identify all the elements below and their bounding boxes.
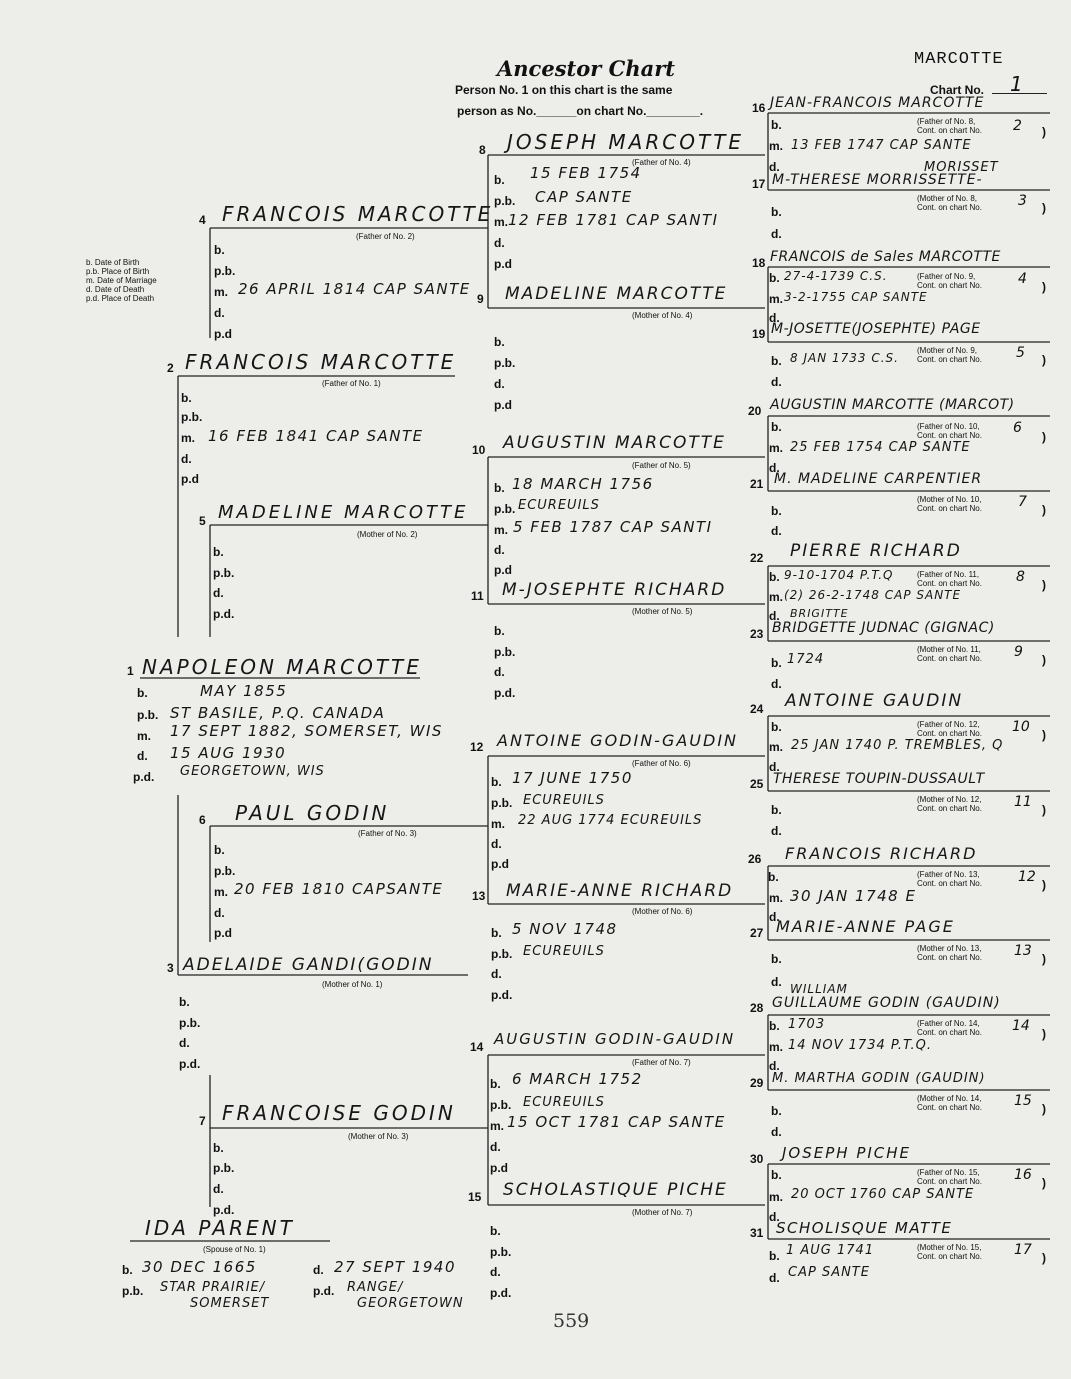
- person-3-number: 3: [167, 961, 174, 975]
- person-22-name: PIERRE RICHARD: [790, 541, 962, 561]
- person-15-number: 15: [468, 1190, 482, 1204]
- person-26-d-label: d.: [769, 910, 780, 924]
- person-19-b-label: b.: [771, 354, 782, 368]
- person-22-birth: 9-10-1704 P.T.Q: [784, 568, 894, 582]
- person-2-number: 2: [167, 361, 174, 375]
- person-27-number: 27: [750, 926, 764, 940]
- person-28-cont-chart: 14: [1012, 1018, 1030, 1034]
- person-16-d-label: d.: [769, 160, 780, 174]
- person-10-pb-label: p.b.: [494, 502, 516, 516]
- person-22-relation-block: (Father of No. 11, Cont. on chart No.: [917, 570, 982, 588]
- person-4-b-label: b.: [214, 243, 225, 257]
- person-1-deathplace: GEORGETOWN, WIS: [180, 764, 325, 779]
- person-21-paren: ): [1042, 503, 1046, 517]
- person-12-name: ANTOINE GODIN-GAUDIN: [497, 731, 738, 750]
- person-5-pb-label: p.b.: [213, 566, 235, 580]
- person-30-b-label: b.: [771, 1168, 782, 1182]
- person-5-number: 5: [199, 514, 206, 528]
- person-9-pb-label: p.b.: [494, 356, 516, 370]
- person-27-b-label: b.: [771, 952, 782, 966]
- person-10-birthplace: ECUREUILS: [518, 498, 600, 513]
- header-line-1: Person No. 1 on this chart is the same: [455, 83, 673, 97]
- spouse-birth: 30 DEC 1665: [142, 1258, 257, 1276]
- person-13-d-label: d.: [491, 967, 502, 981]
- person-28-name: GUILLAUME GODIN (GAUDIN): [772, 995, 1001, 1011]
- person-28-number: 28: [750, 1001, 764, 1015]
- person-13-pd-label: p.d.: [491, 988, 513, 1002]
- person-14-number: 14: [470, 1040, 484, 1054]
- person-15-relation: (Mother of No. 7): [632, 1208, 693, 1217]
- person-7-b-label: b.: [213, 1141, 224, 1155]
- person-30-d-label: d.: [769, 1210, 780, 1224]
- spouse-b-label: b.: [122, 1263, 133, 1277]
- person-20-relation-block: (Father of No. 10, Cont. on chart No.: [917, 422, 982, 440]
- person-23-relation-block: (Mother of No. 11, Cont. on chart No.: [917, 645, 982, 663]
- person-13-name: MARIE-ANNE RICHARD: [506, 881, 734, 901]
- person-27-cont-chart: 13: [1014, 943, 1032, 959]
- person-8-marriage: 12 FEB 1781 CAP SANTI: [508, 211, 719, 229]
- person-15-name: SCHOLASTIQUE PICHE: [503, 1180, 728, 1200]
- person-11-d-label: d.: [494, 665, 505, 679]
- person-9-relation: (Mother of No. 4): [632, 311, 693, 320]
- person-17-paren: ): [1042, 201, 1046, 215]
- person-26-paren: ): [1042, 878, 1046, 892]
- person-30-name: JOSEPH PICHE: [782, 1144, 912, 1162]
- person-28-alt-name: WILLIAM: [790, 982, 848, 996]
- person-17-d-label: d.: [771, 227, 782, 241]
- person-25-b-label: b.: [771, 803, 782, 817]
- person-4-name: FRANCOIS MARCOTTE: [222, 202, 494, 226]
- person-23-name: BRIDGETTE JUDNAC (GIGNAC): [772, 620, 995, 636]
- person-1-d-label: d.: [137, 749, 148, 763]
- person-4-pd-label: p.d: [214, 327, 232, 341]
- person-27-d-label: d.: [771, 975, 782, 989]
- person-30-paren: ): [1042, 1176, 1046, 1190]
- person-10-d-label: d.: [494, 543, 505, 557]
- person-16-paren: ): [1042, 125, 1046, 139]
- person-18-birth: 27-4-1739 C.S.: [784, 269, 888, 283]
- person-10-number: 10: [472, 443, 486, 457]
- person-8-m-label: m.: [494, 215, 509, 229]
- person-20-cont-chart: 6: [1013, 420, 1022, 436]
- person-9-number: 9: [477, 292, 484, 306]
- person-25-paren: ): [1042, 803, 1046, 817]
- person-8-birth: 15 FEB 1754: [530, 164, 642, 182]
- person-13-birth: 5 NOV 1748: [512, 920, 618, 938]
- person-30-relation-block: (Father of No. 15, Cont. on chart No.: [917, 1168, 982, 1186]
- person-26-cont-chart: 12: [1018, 869, 1036, 885]
- person-23-d-label: d.: [771, 677, 782, 691]
- person-1-name: NAPOLEON MARCOTTE: [142, 655, 422, 679]
- person-16-b-label: b.: [771, 118, 782, 132]
- person-19-birth: 8 JAN 1733 C.S.: [790, 351, 899, 365]
- person-26-marriage: 30 JAN 1748 E: [790, 887, 917, 905]
- person-18-marriage: 3-2-1755 CAP SANTE: [784, 290, 928, 304]
- person-2-b-label: b.: [181, 391, 192, 405]
- person-8-number: 8: [479, 143, 486, 157]
- person-3-name: ADELAIDE GANDI(GODIN: [183, 955, 434, 975]
- person-8-name: JOSEPH MARCOTTE: [507, 130, 745, 154]
- person-24-name: ANTOINE GAUDIN: [785, 691, 964, 711]
- person-12-birth: 17 JUNE 1750: [512, 769, 633, 787]
- person-13-relation: (Mother of No. 6): [632, 907, 693, 916]
- person-6-relation: (Father of No. 3): [358, 829, 417, 838]
- person-1-m-label: m.: [137, 729, 152, 743]
- person-23-b-label: b.: [771, 656, 782, 670]
- legend: b. Date of Birth p.b. Place of Birth m. Date of Marriage d. Date of Death p.d. Place of Death: [86, 258, 157, 303]
- person-2-marriage: 16 FEB 1841 CAP SANTE: [208, 427, 424, 445]
- person-28-paren: ): [1042, 1027, 1046, 1041]
- person-4-d-label: d.: [214, 306, 225, 320]
- person-18-relation-block: (Father of No. 9, Cont. on chart No.: [917, 272, 982, 290]
- spouse-relation: (Spouse of No. 1): [203, 1245, 266, 1254]
- person-18-b-label: b.: [769, 271, 780, 285]
- page-number: 559: [553, 1310, 590, 1332]
- person-28-relation-block: (Father of No. 14, Cont. on chart No.: [917, 1019, 982, 1037]
- person-12-relation: (Father of No. 6): [632, 759, 691, 768]
- person-25-name: THERESE TOUPIN-DUSSAULT: [773, 771, 985, 787]
- person-19-d-label: d.: [771, 375, 782, 389]
- spouse-d-label: d.: [313, 1263, 324, 1277]
- person-16-relation-block: (Father of No. 8, Cont. on chart No.: [917, 117, 982, 135]
- person-8-pd-label: p.d: [494, 257, 512, 271]
- person-26-number: 26: [748, 852, 762, 866]
- person-17-b-label: b.: [771, 205, 782, 219]
- spouse-death: 27 SEPT 1940: [334, 1258, 457, 1276]
- chart-no-underline: [992, 93, 1047, 94]
- person-22-d-note: BRIGITTE: [790, 607, 849, 620]
- person-25-d-label: d.: [771, 824, 782, 838]
- person-31-relation-block: (Mother of No. 15, Cont. on chart No.: [917, 1243, 982, 1261]
- person-2-d-label: d.: [181, 452, 192, 466]
- person-20-m-label: m.: [769, 441, 784, 455]
- person-13-birthplace: ECUREUILS: [523, 944, 605, 959]
- person-31-d-label: d.: [769, 1271, 780, 1285]
- person-14-pd-label: p.d: [490, 1161, 508, 1175]
- person-14-name: AUGUSTIN GODIN-GAUDIN: [494, 1030, 736, 1048]
- person-24-marriage: 25 JAN 1740 P. TREMBLES, Q: [791, 738, 1004, 753]
- person-24-d-label: d.: [769, 760, 780, 774]
- person-7-pb-label: p.b.: [213, 1161, 235, 1175]
- person-7-d-label: d.: [213, 1182, 224, 1196]
- person-27-name: MARIE-ANNE PAGE: [776, 917, 955, 936]
- person-21-name: M. MADELINE CARPENTIER: [774, 471, 983, 487]
- person-15-b-label: b.: [490, 1224, 501, 1238]
- person-14-pb-label: p.b.: [490, 1098, 512, 1112]
- person-15-d-label: d.: [490, 1265, 501, 1279]
- person-16-d-note: MORISSET: [924, 160, 999, 175]
- person-25-relation-block: (Mother of No. 12, Cont. on chart No.: [917, 795, 982, 813]
- person-19-paren: ): [1042, 353, 1046, 367]
- person-5-relation: (Mother of No. 2): [357, 530, 418, 539]
- person-20-marriage: 25 FEB 1754 CAP SANTE: [790, 440, 971, 455]
- person-11-name: M-JOSEPHTE RICHARD: [502, 580, 727, 600]
- person-19-cont-chart: 5: [1016, 345, 1025, 361]
- person-30-marriage: 20 OCT 1760 CAP SANTE: [791, 1187, 975, 1202]
- person-9-d-label: d.: [494, 377, 505, 391]
- person-22-cont-chart: 8: [1016, 569, 1025, 585]
- person-12-number: 12: [470, 740, 484, 754]
- person-3-b-label: b.: [179, 995, 190, 1009]
- person-16-m-label: m.: [769, 139, 784, 153]
- person-22-m-label: m.: [769, 590, 784, 604]
- person-10-m-label: m.: [494, 523, 509, 537]
- person-30-cont-chart: 16: [1014, 1167, 1032, 1183]
- person-17-name: M-THERESE MORRISSETTE-: [772, 172, 983, 188]
- spouse-name: IDA PARENT: [145, 1216, 295, 1240]
- person-3-relation: (Mother of No. 1): [322, 980, 383, 989]
- person-29-number: 29: [750, 1076, 764, 1090]
- person-1-pd-label: p.d.: [133, 770, 155, 784]
- person-10-birth: 18 MARCH 1756: [512, 475, 654, 493]
- person-2-relation: (Father of No. 1): [322, 379, 381, 388]
- person-28-marriage: 14 NOV 1734 P.T.Q.: [788, 1038, 932, 1053]
- person-11-pb-label: p.b.: [494, 645, 516, 659]
- person-1-b-label: b.: [137, 686, 148, 700]
- person-2-pb-label: p.b.: [181, 410, 203, 424]
- person-13-number: 13: [472, 889, 486, 903]
- person-3-d-label: d.: [179, 1036, 190, 1050]
- person-18-m-label: m.: [769, 292, 784, 306]
- person-14-d-label: d.: [490, 1140, 501, 1154]
- person-25-number: 25: [750, 777, 764, 791]
- person-10-relation: (Father of No. 5): [632, 461, 691, 470]
- person-21-b-label: b.: [771, 504, 782, 518]
- person-6-d-label: d.: [214, 906, 225, 920]
- person-31-birth: 1 AUG 1741: [786, 1243, 875, 1258]
- person-31-name: SCHOLISQUE MATTE: [776, 1219, 953, 1237]
- person-1-number: 1: [127, 664, 134, 678]
- person-21-relation-block: (Mother of No. 10, Cont. on chart No.: [917, 495, 982, 513]
- person-1-pb-label: p.b.: [137, 708, 159, 722]
- person-12-b-label: b.: [491, 775, 502, 789]
- person-12-pb-label: p.b.: [491, 796, 513, 810]
- person-12-birthplace: ECUREUILS: [523, 793, 605, 808]
- person-28-m-label: m.: [769, 1040, 784, 1054]
- person-12-marriage: 22 AUG 1774 ECUREUILS: [518, 813, 703, 828]
- person-30-m-label: m.: [769, 1190, 784, 1204]
- person-9-b-label: b.: [494, 335, 505, 349]
- person-3-pb-label: p.b.: [179, 1016, 201, 1030]
- person-6-pd-label: p.d: [214, 926, 232, 940]
- person-14-birth: 6 MARCH 1752: [512, 1070, 643, 1088]
- person-24-b-label: b.: [771, 720, 782, 734]
- person-13-pb-label: p.b.: [491, 947, 513, 961]
- person-10-pd-label: p.d: [494, 563, 512, 577]
- person-17-relation-block: (Mother of No. 8, Cont. on chart No.: [917, 194, 982, 212]
- person-4-m-label: m.: [214, 285, 229, 299]
- person-20-number: 20: [748, 404, 762, 418]
- chart-no-label: Chart No.: [930, 83, 984, 97]
- chart-title: Ancestor Chart: [497, 56, 675, 81]
- person-16-name: JEAN-FRANCOIS MARCOTTE: [770, 95, 985, 111]
- person-18-name: FRANCOIS de Sales MARCOTTE: [770, 249, 1001, 265]
- person-20-b-label: b.: [771, 420, 782, 434]
- spouse-pd-label: p.d.: [313, 1284, 335, 1298]
- person-5-b-label: b.: [213, 545, 224, 559]
- person-10-name: AUGUSTIN MARCOTTE: [503, 433, 726, 453]
- header-line-2: person as No.______on chart No.________.: [457, 104, 704, 118]
- person-13-b-label: b.: [491, 926, 502, 940]
- person-4-relation: (Father of No. 2): [356, 232, 415, 241]
- person-26-m-label: m.: [769, 891, 784, 905]
- person-11-number: 11: [471, 589, 484, 603]
- person-14-m-label: m.: [490, 1119, 505, 1133]
- person-31-b-label: b.: [769, 1249, 780, 1263]
- person-14-marriage: 15 OCT 1781 CAP SANTE: [507, 1113, 726, 1131]
- person-1-birthplace: ST BASILE, P.Q. CANADA: [170, 704, 386, 722]
- person-31-paren: ): [1042, 1251, 1046, 1265]
- chart-no-value: 1: [1010, 72, 1023, 96]
- person-12-m-label: m.: [491, 817, 506, 831]
- person-2-name: FRANCOIS MARCOTTE: [185, 350, 457, 374]
- person-16-cont-chart: 2: [1013, 118, 1022, 134]
- person-22-b-label: b.: [769, 570, 780, 584]
- person-3-pd-label: p.d.: [179, 1057, 201, 1071]
- person-11-relation: (Mother of No. 5): [632, 607, 693, 616]
- person-11-pd-label: p.d.: [494, 686, 516, 700]
- person-24-number: 24: [750, 702, 764, 716]
- person-5-name: MADELINE MARCOTTE: [218, 502, 469, 523]
- spouse-deathplace-2: GEORGETOWN: [357, 1296, 464, 1311]
- person-26-b-label: b.: [768, 870, 779, 884]
- person-29-cont-chart: 15: [1014, 1093, 1032, 1109]
- person-31-cont-chart: 17: [1014, 1242, 1032, 1258]
- person-6-pb-label: p.b.: [214, 864, 236, 878]
- person-8-d-label: d.: [494, 236, 505, 250]
- person-23-number: 23: [750, 627, 764, 641]
- person-9-name: MADELINE MARCOTTE: [505, 284, 728, 304]
- person-30-number: 30: [750, 1152, 764, 1166]
- person-18-d-label: d.: [769, 311, 780, 325]
- person-17-cont-chart: 3: [1018, 193, 1027, 209]
- spouse-birthplace-1: STAR PRAIRIE/: [160, 1280, 266, 1295]
- person-21-d-label: d.: [771, 524, 782, 538]
- person-7-number: 7: [199, 1114, 206, 1128]
- person-1-marriage: 17 SEPT 1882, SOMERSET, WIS: [170, 722, 443, 740]
- person-25-cont-chart: 11: [1014, 794, 1032, 810]
- person-24-m-label: m.: [769, 740, 784, 754]
- person-4-pb-label: p.b.: [214, 264, 236, 278]
- person-7-relation: (Mother of No. 3): [348, 1132, 409, 1141]
- person-29-relation-block: (Mother of No. 14, Cont. on chart No.: [917, 1094, 982, 1112]
- person-9-pd-label: p.d: [494, 398, 512, 412]
- person-14-birthplace: ECUREUILS: [523, 1095, 605, 1110]
- person-19-name: M-JOSETTE(JOSEPHTE) PAGE: [771, 321, 981, 337]
- person-19-number: 19: [752, 327, 766, 341]
- person-20-name: AUGUSTIN MARCOTTE (MARCOT): [770, 397, 1015, 413]
- person-23-birth: 1724: [787, 652, 825, 667]
- person-21-number: 21: [750, 477, 764, 491]
- person-24-relation-block: (Father of No. 12, Cont. on chart No.: [917, 720, 982, 738]
- person-6-marriage: 20 FEB 1810 CAPSANTE: [234, 880, 444, 898]
- person-14-relation: (Father of No. 7): [632, 1058, 691, 1067]
- person-1-death: 15 AUG 1930: [170, 744, 287, 762]
- person-24-cont-chart: 10: [1012, 719, 1030, 735]
- person-2-m-label: m.: [181, 431, 196, 445]
- person-21-cont-chart: 7: [1018, 494, 1027, 510]
- person-16-marriage: 13 FEB 1747 CAP SANTE: [791, 138, 972, 153]
- person-7-pd-label: p.d.: [213, 1203, 235, 1217]
- person-29-paren: ): [1042, 1102, 1046, 1116]
- person-14-b-label: b.: [490, 1077, 501, 1091]
- person-29-name: M. MARTHA GODIN (GAUDIN): [772, 1071, 986, 1086]
- person-12-d-label: d.: [491, 837, 502, 851]
- spouse-birthplace-2: SOMERSET: [190, 1296, 270, 1311]
- person-22-paren: ): [1042, 578, 1046, 592]
- person-4-marriage: 26 APRIL 1814 CAP SANTE: [238, 280, 471, 298]
- spouse-deathplace-1: RANGE/: [347, 1280, 404, 1295]
- person-5-d-label: d.: [213, 586, 224, 600]
- person-29-d-label: d.: [771, 1125, 782, 1139]
- person-27-paren: ): [1042, 952, 1046, 966]
- person-26-relation-block: (Father of No. 13, Cont. on chart No.: [917, 870, 982, 888]
- person-19-relation-block: (Mother of No. 9, Cont. on chart No.: [917, 346, 982, 364]
- person-15-pb-label: p.b.: [490, 1245, 512, 1259]
- person-31-death: CAP SANTE: [788, 1265, 870, 1280]
- person-8-pb-label: p.b.: [494, 194, 516, 208]
- person-2-pd-label: p.d: [181, 472, 199, 486]
- person-29-b-label: b.: [771, 1104, 782, 1118]
- person-11-b-label: b.: [494, 624, 505, 638]
- person-8-b-label: b.: [494, 173, 505, 187]
- person-18-paren: ): [1042, 280, 1046, 294]
- person-16-number: 16: [752, 101, 766, 115]
- person-23-cont-chart: 9: [1014, 644, 1023, 660]
- person-1-birth: MAY 1855: [200, 682, 288, 700]
- person-18-number: 18: [752, 256, 766, 270]
- spouse-pb-label: p.b.: [122, 1284, 144, 1298]
- person-8-birthplace: CAP SANTE: [535, 188, 633, 206]
- person-20-paren: ): [1042, 430, 1046, 444]
- person-15-pd-label: p.d.: [490, 1286, 512, 1300]
- person-26-name: FRANCOIS RICHARD: [785, 844, 978, 863]
- person-6-name: PAUL GODIN: [235, 801, 390, 825]
- person-28-birth: 1703: [788, 1017, 826, 1032]
- person-22-marriage: (2) 26-2-1748 CAP SANTE: [784, 588, 962, 602]
- person-18-cont-chart: 4: [1018, 271, 1027, 287]
- person-7-name: FRANCOISE GODIN: [222, 1101, 456, 1125]
- person-6-number: 6: [199, 813, 206, 827]
- person-23-paren: ): [1042, 653, 1046, 667]
- person-10-marriage: 5 FEB 1787 CAP SANTI: [513, 518, 713, 536]
- person-6-m-label: m.: [214, 885, 229, 899]
- person-10-b-label: b.: [494, 481, 505, 495]
- person-17-number: 17: [752, 177, 766, 191]
- person-22-d-label: d.: [769, 609, 780, 623]
- person-6-b-label: b.: [214, 843, 225, 857]
- person-27-relation-block: (Mother of No. 13, Cont. on chart No.: [917, 944, 982, 962]
- person-31-number: 31: [750, 1226, 764, 1240]
- surname-heading: MARCOTTE: [914, 50, 1004, 69]
- person-5-pd-label: p.d.: [213, 607, 235, 621]
- person-24-paren: ): [1042, 728, 1046, 742]
- person-8-relation: (Father of No. 4): [632, 158, 691, 167]
- person-28-d-label: d.: [769, 1059, 780, 1073]
- person-22-number: 22: [750, 551, 764, 565]
- person-12-pd-label: p.d: [491, 857, 509, 871]
- person-4-number: 4: [199, 213, 206, 227]
- person-20-d-label: d.: [769, 461, 780, 475]
- person-28-b-label: b.: [769, 1019, 780, 1033]
